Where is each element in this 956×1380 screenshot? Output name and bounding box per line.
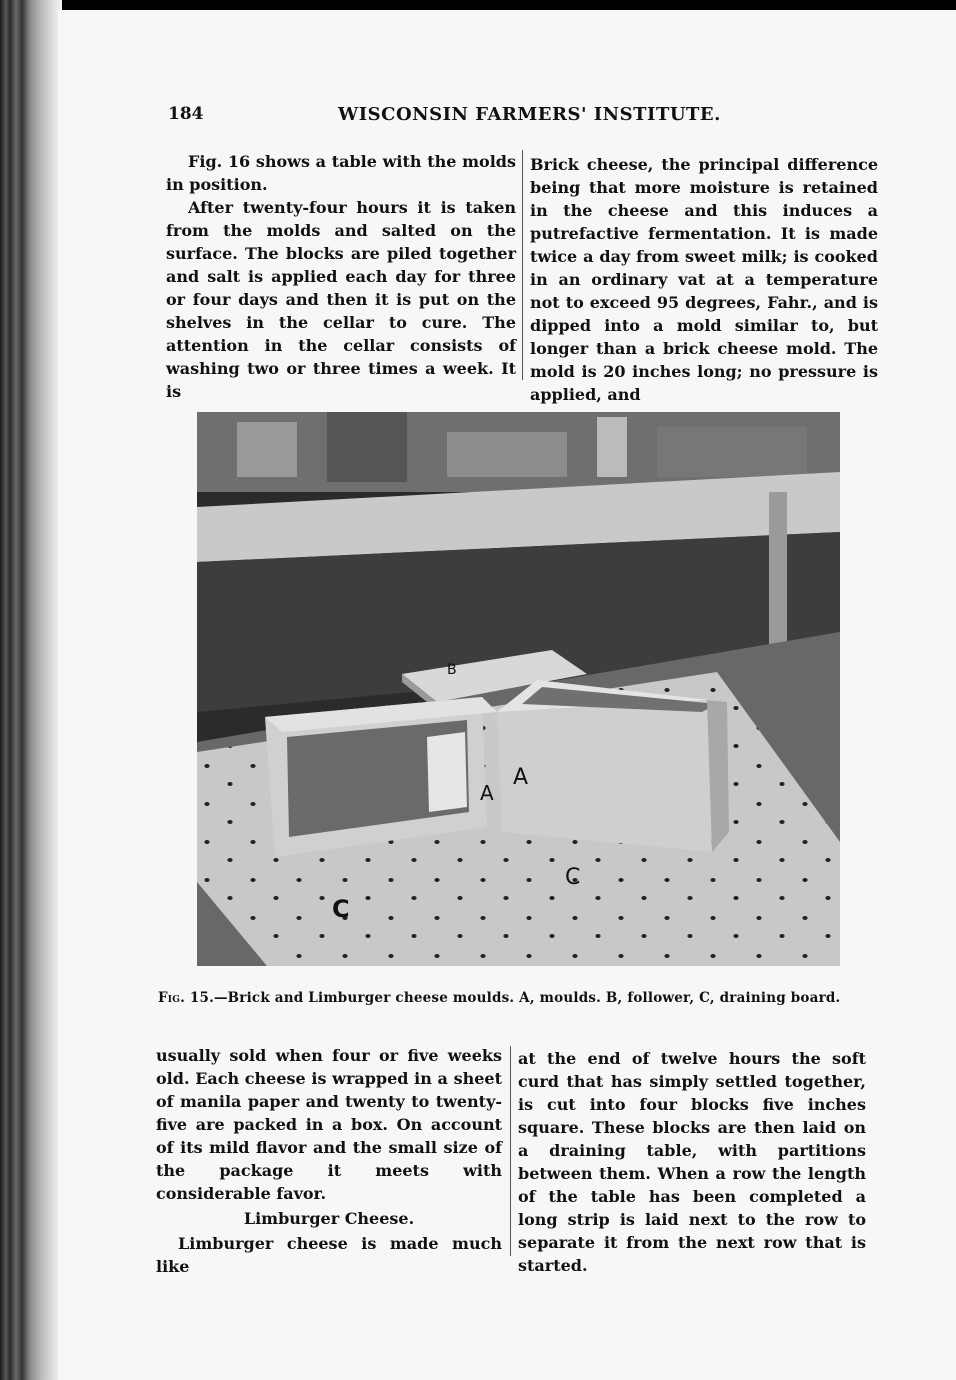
text-column-top-left (166, 150, 516, 403)
paragraph: at the end of twelve hours the soft curd that has simply settled together, is cut into four blocks five inches square. These blocks are then laid on a draining table, with partitions between them. When a row the length of the table has been completed a long strip is laid next to the row to separate it from the next row that is started. (518, 1049, 866, 1275)
page-number: 184 (168, 104, 204, 124)
column-divider (510, 1046, 511, 1256)
figure-caption (158, 990, 878, 1006)
paragraph: usually sold when four or five weeks old. Each cheese is wrapped in a sheet of manila paper and twenty to twenty-five are packed in a box. On account of its mild flavor and the small size of the package it meets with considerable favor. (156, 1046, 502, 1203)
paragraph: Fig. 16 shows a table with the molds in position. (166, 152, 516, 194)
running-head: WISCONSIN FARMERS' INSTITUTE. (338, 104, 721, 125)
figure-label-b: B (447, 662, 457, 678)
figure-photograph-cheese-moulds (197, 412, 840, 966)
paragraph: Limburger cheese is made much like (156, 1234, 502, 1276)
caption-figure-number: Fig. 15. (158, 990, 214, 1006)
section-subheading: Limburger Cheese. (243, 1209, 415, 1228)
figure-label-c: C (332, 895, 350, 923)
text-column-top-right (530, 153, 878, 406)
column-divider (522, 150, 523, 380)
page-header (168, 104, 888, 134)
book-page-edges (0, 0, 62, 1380)
paragraph: Brick cheese, the principal difference being that more moisture is retained in the cheese and this induces a putrefactive fermentation. It is made twice a day from sweet milk; is cooked in an ordinary vat at a temperature not to exceed 95 degrees, Fahr., and is dipped into a mold similar to, but longer than a brick cheese mold. The mold is 20 inches long; no pressure is applied, and (530, 155, 878, 404)
figure-label-c: C (565, 865, 581, 890)
text-column-bottom-left (156, 1044, 502, 1278)
paragraph: After twenty-four hours it is taken from the molds and salted on the surface. The blocks are piled together and salt is applied each day for three or four days and then it is put on the shelves in the cellar to cure. The attention in the cellar consists of washing two or three times a week. It is (166, 198, 516, 401)
text-column-bottom-right (518, 1047, 866, 1277)
figure-label-a: A (513, 765, 529, 790)
figure-label-a: A (480, 781, 494, 805)
caption-text: —Brick and Limburger cheese moulds. A, moulds. B, follower, C, draining board. (213, 990, 841, 1006)
